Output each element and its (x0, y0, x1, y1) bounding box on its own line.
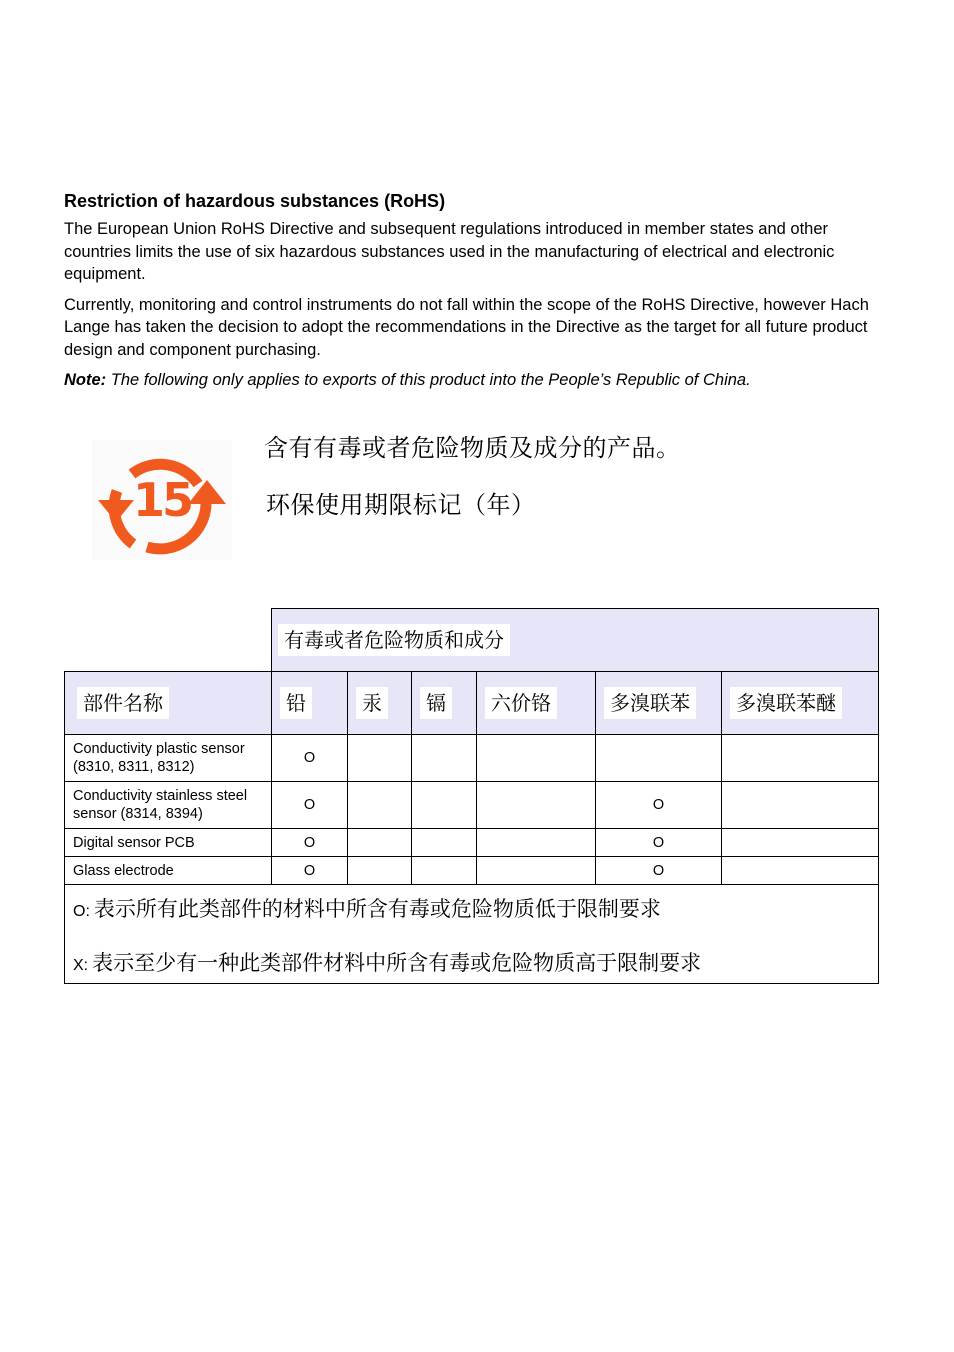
substance-header-pbb (596, 672, 722, 735)
mark-cell (412, 782, 477, 829)
mark-cell (348, 829, 412, 857)
mark-cell: O (272, 782, 348, 829)
mark-cell: O (272, 829, 348, 857)
note-text: The following only applies to exports of this product into the People’s Republic of China. (110, 371, 751, 389)
paragraph-scope: Currently, monitoring and control instruments do not fall within the scope of the RoHS Directive, however Hach Lange has taken the decision to adopt the recommendations in the Directive as the target for all future product design and component purchasing. (64, 295, 869, 359)
mark-cell (412, 829, 477, 857)
mark-cell (348, 857, 412, 885)
efup-number: 15 (132, 473, 192, 527)
efup-mark-block (92, 425, 692, 565)
legend-item-o (73, 893, 870, 923)
rohs-section (64, 190, 878, 391)
legend-text: 表示至少有一种此类部件材料中所含有毒或危险物质高于限制要求 (92, 951, 702, 975)
substances-band-header (272, 609, 879, 672)
part-name-cell: Glass electrode (65, 857, 272, 885)
legend-cell (65, 885, 879, 984)
table-corner (65, 609, 272, 672)
table-row (65, 735, 879, 782)
mark-caption-line1: 含有有毒或者危险物质及成分的产品。 (264, 434, 681, 462)
substance-header-cadmium (412, 672, 477, 735)
part-name-cell: Digital sensor PCB (65, 829, 272, 857)
paragraph-directive: The European Union RoHS Directive and subsequent regulations introduced in member states and other countries limits the use of six hazardous substances used in the manufacturing of electrical and electronic equipment. (64, 220, 835, 283)
mark-cell (722, 735, 879, 782)
mark-cell (722, 782, 879, 829)
legend-item-x (73, 947, 870, 977)
legend-text: 表示所有此类部件的材料中所含有毒或危险物质低于限制要求 (93, 897, 661, 921)
mark-cell (348, 782, 412, 829)
part-name-cell: Conductivity plastic sensor (8310, 8311, 8312) (65, 735, 272, 782)
substance-label: 汞 (356, 687, 388, 719)
mark-cell: O (596, 829, 722, 857)
hazardous-substances-table (64, 608, 879, 984)
mark-cell (596, 735, 722, 782)
substance-header-chromium (477, 672, 596, 735)
part-name-header (65, 672, 272, 735)
legend-key: O: (73, 903, 90, 920)
substance-header-mercury (348, 672, 412, 735)
mark-cell: O (596, 857, 722, 885)
substance-label: 六价铬 (485, 687, 557, 719)
band-header-label: 有毒或者危险物质和成分 (278, 624, 510, 656)
mark-cell (722, 857, 879, 885)
mark-cell: O (596, 782, 722, 829)
efup-15-icon (92, 440, 232, 560)
mark-cell (477, 735, 596, 782)
substance-label: 镉 (420, 687, 452, 719)
substance-label: 多溴联苯 (604, 687, 696, 719)
mark-cell (477, 857, 596, 885)
mark-cell: O (272, 857, 348, 885)
substance-header-lead (272, 672, 348, 735)
note-label: Note: (64, 371, 107, 389)
mark-cell (412, 735, 477, 782)
substance-label: 铅 (280, 687, 312, 719)
mark-cell (412, 857, 477, 885)
mark-cell (348, 735, 412, 782)
table-row (65, 782, 879, 829)
substance-header-pbde (722, 672, 879, 735)
mark-cell (477, 829, 596, 857)
mark-cell (722, 829, 879, 857)
mark-cell (477, 782, 596, 829)
efup-logo (92, 440, 232, 560)
part-name-cell: Conductivity stainless steel sensor (8314, 8394) (65, 782, 272, 829)
table-row (65, 857, 879, 885)
mark-cell: O (272, 735, 348, 782)
legend-key: X: (73, 957, 89, 974)
part-header-label: 部件名称 (77, 687, 169, 719)
table-row (65, 829, 879, 857)
mark-caption-line2: 环保使用期限标记（年） (266, 491, 536, 519)
section-heading: Restriction of hazardous substances (RoHS) (64, 191, 446, 211)
china-note (64, 369, 878, 391)
legend-row (65, 885, 879, 984)
substance-label: 多溴联苯醚 (730, 687, 842, 719)
